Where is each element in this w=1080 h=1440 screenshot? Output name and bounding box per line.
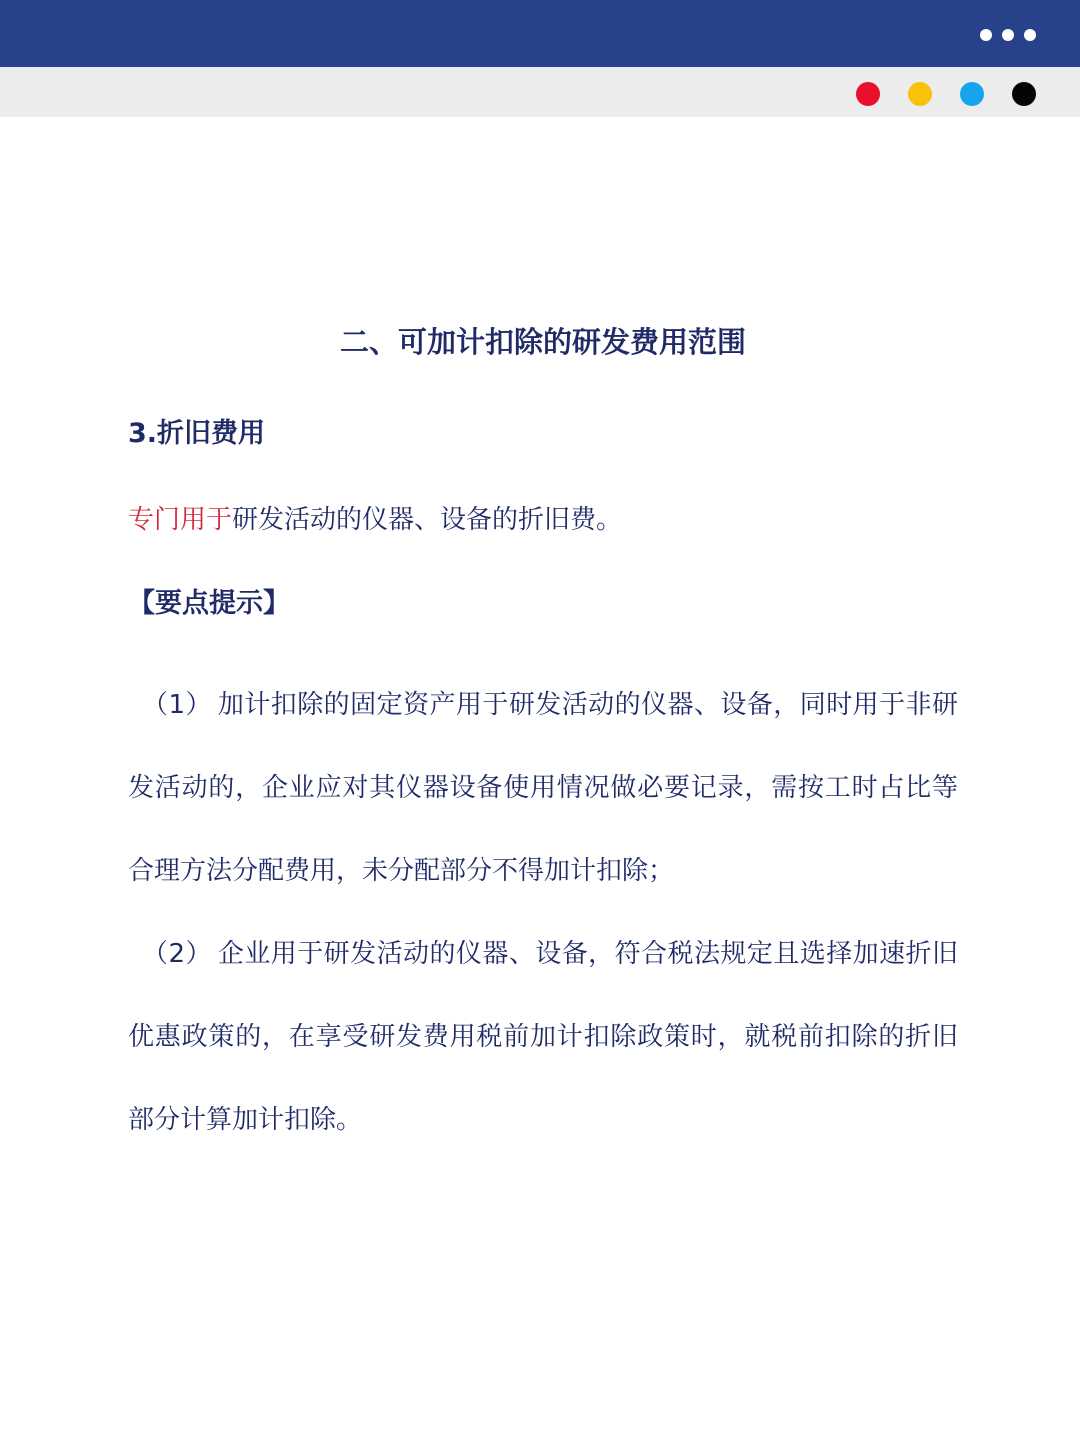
more-dot <box>1024 29 1036 41</box>
tip-item <box>128 664 958 913</box>
red-dot-icon <box>856 82 880 106</box>
tip-text: 企业用于研发活动的仪器、设备，符合税法规定且选择加速折旧优惠政策的，在享受研发费用税前加计扣除政策时，就税前扣除的折旧部分计算加计扣除。 <box>128 939 958 1135</box>
more-dot <box>980 29 992 41</box>
definition-emphasis: 专门用于 <box>128 505 233 535</box>
top-bar <box>0 0 1080 67</box>
tip-item <box>128 913 958 1162</box>
tips-heading: 【要点提示】 <box>128 588 290 619</box>
tip-number: （1） <box>142 690 212 720</box>
tip-number: （2） <box>142 939 212 969</box>
color-dots <box>856 82 1036 106</box>
definition-paragraph <box>128 496 958 544</box>
document-content <box>128 318 958 1162</box>
blue-dot-icon <box>960 82 984 106</box>
black-dot-icon <box>1012 82 1036 106</box>
tip-text: 加计扣除的固定资产用于研发活动的仪器、设备，同时用于非研发活动的，企业应对其仪器设备使用情况做必要记录，需按工时占比等合理方法分配费用，未分配部分不得加计扣除； <box>128 690 958 886</box>
definition-text: 研发活动的仪器、设备的折旧费。 <box>232 505 623 535</box>
sub-heading: 3.折旧费用 <box>128 418 266 449</box>
yellow-dot-icon <box>908 82 932 106</box>
more-horizontal-icon[interactable] <box>980 28 1036 42</box>
more-dot <box>1002 29 1014 41</box>
section-title: 二、可加计扣除的研发费用范围 <box>339 325 746 359</box>
